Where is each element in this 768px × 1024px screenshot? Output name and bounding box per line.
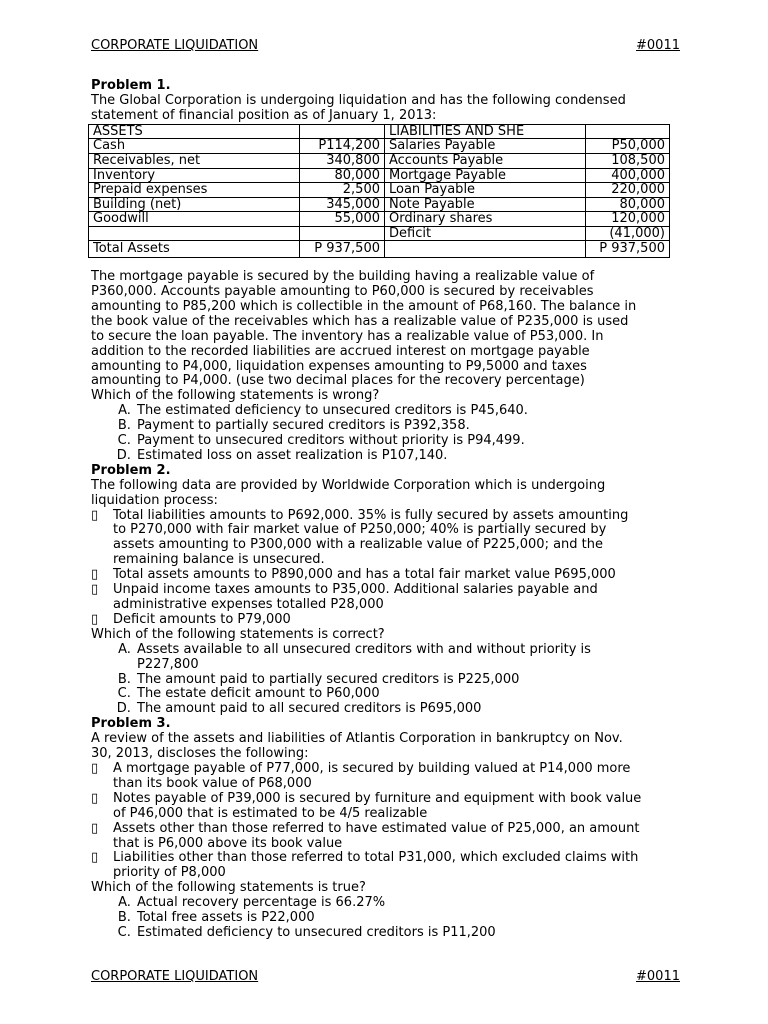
list-item — [91, 613, 681, 628]
asset-name: Inventory — [89, 168, 300, 183]
body-line: The following data are provided by Worldwide Corporation which is undergoing — [91, 477, 606, 493]
asset-amount: 340,800 — [300, 153, 385, 168]
liability-amount: 220,000 — [586, 183, 670, 198]
body-line: to secure the loan payable. The inventory has a realizable value of P53,000. In — [91, 328, 604, 344]
liability-name: Loan Payable — [385, 183, 586, 198]
problem-1-title: Problem 1. — [91, 78, 171, 93]
option-c: C. The estate deficit amount to P60,000 — [135, 687, 681, 702]
liability-name: Deficit — [385, 226, 586, 241]
option-d: D. Estimated loss on asset realization is P107,140. — [135, 449, 681, 464]
body-line: The mortgage payable is secured by the building having a realizable value of — [91, 269, 595, 285]
list-item — [91, 509, 681, 569]
list-line: of P46,000 that is estimated to be 4/5 realizable — [113, 805, 428, 821]
problem-1-question: Which of the following statements is wrong? — [91, 388, 380, 404]
option-c: C. Estimated deficiency to unsecured creditors is P11,200 — [135, 926, 681, 941]
list-item — [91, 822, 681, 852]
problem-1-body — [91, 270, 681, 389]
total-assets-amount: P 937,500 — [300, 241, 385, 258]
body-line: the book value of the receivables which has a realizable value of P235,000 is used — [91, 313, 629, 329]
table-header-cell: LIABILITIES AND SHE — [385, 124, 586, 139]
table-header-cell — [300, 124, 385, 139]
problem-2-title: Problem 2. — [91, 462, 171, 478]
body-line: A review of the assets and liabilities of Atlantis Corporation in bankruptcy on Nov. — [91, 731, 623, 747]
header-title: CORPORATE LIQUIDATION — [91, 38, 259, 53]
problem-3-options — [91, 896, 681, 941]
liability-amount: 108,500 — [586, 153, 670, 168]
option-a: A. The estimated deficiency to unsecured creditors is P45,640. — [135, 404, 681, 419]
table-row — [89, 139, 670, 154]
list-line: assets amounting to P300,000 with a realizable value of P225,000; and the — [113, 537, 604, 553]
list-line: Assets other than those referred to have estimated value of P25,000, an amount — [113, 820, 640, 836]
asset-name: Cash — [89, 139, 300, 154]
body-line: amounting to P4,000, liquidation expenses amounting to P9,5000 and taxes — [91, 358, 587, 374]
page-footer — [91, 969, 680, 984]
list-line: that is P6,000 above its book value — [113, 835, 343, 851]
table-header-row — [89, 124, 670, 139]
problem-2-facts — [91, 509, 681, 628]
table-row — [89, 212, 670, 227]
option-a: A. Actual recovery percentage is 66.27% — [135, 896, 681, 911]
table-header-cell — [586, 124, 670, 139]
problem-3-facts — [91, 762, 681, 881]
asset-name — [89, 226, 300, 241]
liability-name: Mortgage Payable — [385, 168, 586, 183]
table-row — [89, 183, 670, 198]
page-header — [91, 38, 680, 53]
list-item — [91, 792, 681, 822]
asset-amount: 2,500 — [300, 183, 385, 198]
bullet-icon: ▯ — [91, 507, 99, 523]
list-line: administrative expenses totalled P28,000 — [113, 597, 384, 612]
list-line: Total liabilities amounts to P692,000. 35% is fully secured by assets amounting — [113, 507, 629, 523]
body-line: amounting to P4,000. (use two decimal places for the recovery percentage) — [91, 373, 585, 389]
list-line: remaining balance is unsecured. — [113, 552, 325, 568]
bullet-icon: ▯ — [91, 850, 99, 866]
option-line: P227,800 — [137, 656, 199, 672]
table-row — [89, 153, 670, 168]
table-header-cell: ASSETS — [89, 124, 300, 139]
option-b: B. Payment to partially secured creditors is P392,358. — [135, 419, 681, 434]
asset-amount: 55,000 — [300, 212, 385, 227]
liability-name: Salaries Payable — [385, 139, 586, 154]
list-line: to P270,000 with fair market value of P250,000; 40% is partially secured by — [113, 522, 607, 538]
liability-name: Accounts Payable — [385, 153, 586, 168]
table-total-row — [89, 241, 670, 258]
body-line: addition to the recorded liabilities are accrued interest on mortgage payable — [91, 343, 590, 359]
header-doc-number: #0011 — [636, 38, 680, 53]
footer-title: CORPORATE LIQUIDATION — [91, 969, 259, 984]
problem-1-options — [91, 404, 681, 464]
bullet-icon: ▯ — [91, 582, 99, 598]
body-line: 30, 2013, discloses the following: — [91, 746, 309, 762]
liability-amount: (41,000) — [586, 226, 670, 241]
liability-name: Ordinary shares — [385, 212, 586, 227]
problem-3-question: Which of the following statements is true? — [91, 880, 366, 896]
financial-position-table — [88, 124, 670, 258]
total-assets-label: Total Assets — [89, 241, 300, 258]
body-line: liquidation process: — [91, 492, 218, 508]
list-line: than its book value of P68,000 — [113, 775, 312, 791]
list-item — [91, 568, 681, 583]
option-line: Assets available to all unsecured creditors with and without priority is — [137, 641, 591, 657]
problem-3 — [91, 717, 681, 941]
problem-2-options — [91, 643, 681, 718]
asset-name: Goodwill — [89, 212, 300, 227]
asset-name: Prepaid expenses — [89, 183, 300, 198]
asset-amount: P114,200 — [300, 139, 385, 154]
document-body — [91, 79, 681, 941]
problem-1 — [91, 79, 681, 464]
option-d: D. The amount paid to all secured creditors is P695,000 — [135, 702, 681, 717]
list-item — [91, 583, 681, 613]
bullet-icon: ▯ — [91, 611, 99, 627]
liability-name: Note Payable — [385, 197, 586, 212]
problem-2 — [91, 464, 681, 717]
bullet-icon: ▯ — [91, 567, 99, 583]
list-item — [91, 851, 681, 881]
total-liabilities-label — [385, 241, 586, 258]
asset-name: Receivables, net — [89, 153, 300, 168]
option-a — [135, 643, 681, 673]
list-line: Unpaid income taxes amounts to P35,000. Additional salaries payable and — [113, 582, 598, 598]
list-line: A mortgage payable of P77,000, is secured by building valued at P14,000 more — [113, 760, 631, 776]
list-line: Liabilities other than those referred to total P31,000, which excluded claims with — [113, 850, 639, 866]
bullet-icon: ▯ — [91, 820, 99, 836]
asset-amount: 345,000 — [300, 197, 385, 212]
liability-amount: 80,000 — [586, 197, 670, 212]
liability-amount: P50,000 — [586, 139, 670, 154]
total-liabilities-amount: P 937,500 — [586, 241, 670, 258]
problem-3-title: Problem 3. — [91, 716, 171, 732]
liability-amount: 400,000 — [586, 168, 670, 183]
list-line: Deficit amounts to P79,000 — [113, 611, 291, 627]
bullet-icon: ▯ — [91, 790, 99, 806]
list-line: Notes payable of P39,000 is secured by furniture and equipment with book value — [113, 790, 642, 806]
option-b: B. The amount paid to partially secured creditors is P225,000 — [135, 673, 681, 688]
asset-amount — [300, 226, 385, 241]
asset-name: Building (net) — [89, 197, 300, 212]
problem-2-question: Which of the following statements is correct? — [91, 626, 385, 642]
footer-doc-number: #0011 — [636, 969, 680, 984]
option-b: B. Total free assets is P22,000 — [135, 911, 681, 926]
body-line: amounting to P85,200 which is collectible in the amount of P68,160. The balance in — [91, 298, 637, 314]
table-row — [89, 226, 670, 241]
option-c: C. Payment to unsecured creditors without priority is P94,499. — [135, 434, 681, 449]
list-line: Total assets amounts to P890,000 and has a total fair market value P695,000 — [113, 567, 616, 583]
asset-amount: 80,000 — [300, 168, 385, 183]
problem-1-intro: The Global Corporation is undergoing liquidation and has the following condensed statement of financial position as of January 1, 2013: — [91, 92, 626, 123]
list-item — [91, 762, 681, 792]
body-line: P360,000. Accounts payable amounting to P60,000 is secured by receivables — [91, 283, 594, 299]
bullet-icon: ▯ — [91, 760, 99, 776]
table-row — [89, 168, 670, 183]
liability-amount: 120,000 — [586, 212, 670, 227]
list-line: priority of P8,000 — [113, 865, 226, 881]
table-row — [89, 197, 670, 212]
